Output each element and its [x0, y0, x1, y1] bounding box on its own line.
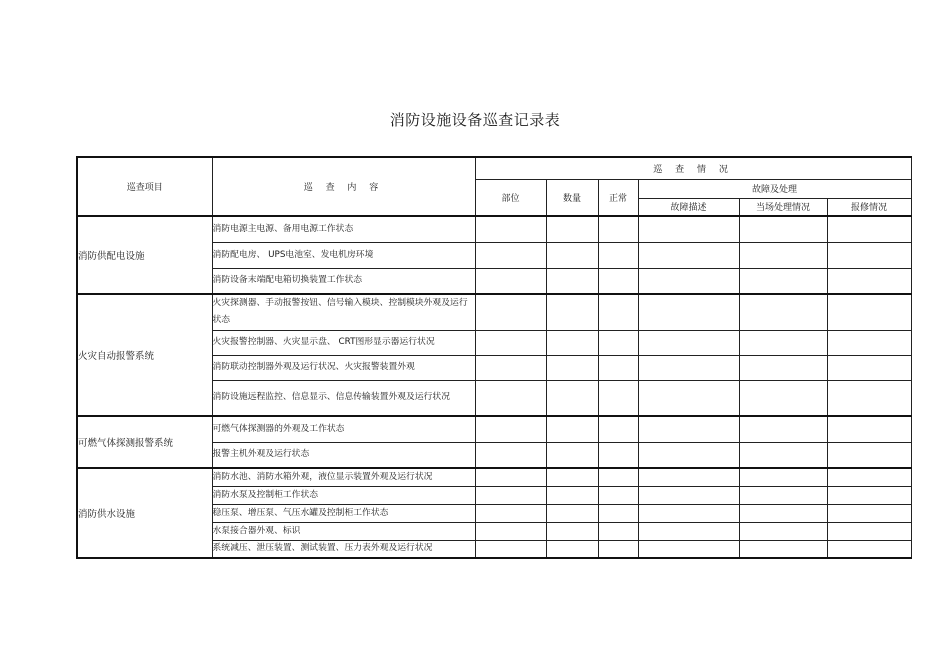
inspection-item-text: 消防联动控制器外观及运行状况、火灾报警装置外观 — [212, 355, 475, 380]
inspection-item-text: 消防水池、消防水箱外观，液位显示装置外观及运行状况 — [212, 468, 475, 486]
onsite-handling-cell[interactable] — [739, 468, 827, 486]
location-cell[interactable] — [475, 242, 546, 268]
normal-cell[interactable] — [598, 294, 638, 330]
normal-cell[interactable] — [598, 268, 638, 294]
header-fault-description: 故障描述 — [638, 198, 739, 216]
onsite-handling-cell[interactable] — [739, 330, 827, 355]
header-inspection-item: 巡查项目 — [77, 157, 212, 216]
fault-description-cell[interactable] — [638, 486, 739, 504]
repair-status-cell[interactable] — [827, 540, 911, 558]
normal-cell[interactable] — [598, 380, 638, 416]
repair-status-cell[interactable] — [827, 486, 911, 504]
onsite-handling-cell[interactable] — [739, 216, 827, 242]
quantity-cell[interactable] — [546, 242, 598, 268]
location-cell[interactable] — [475, 380, 546, 416]
inspection-item-text: 消防设施远程监控、信息显示、信息传输装置外观及运行状况 — [212, 380, 475, 416]
header-quantity: 数量 — [546, 179, 598, 216]
normal-cell[interactable] — [598, 522, 638, 540]
normal-cell[interactable] — [598, 486, 638, 504]
category-cell: 消防供水设施 — [77, 468, 212, 558]
quantity-cell[interactable] — [546, 355, 598, 380]
category-cell: 消防供配电设施 — [77, 216, 212, 294]
repair-status-cell[interactable] — [827, 268, 911, 294]
table-row — [77, 216, 911, 242]
fault-description-cell[interactable] — [638, 355, 739, 380]
fault-description-cell[interactable] — [638, 442, 739, 468]
quantity-cell[interactable] — [546, 268, 598, 294]
onsite-handling-cell[interactable] — [739, 268, 827, 294]
quantity-cell[interactable] — [546, 416, 598, 442]
location-cell[interactable] — [475, 486, 546, 504]
onsite-handling-cell[interactable] — [739, 540, 827, 558]
header-inspection-status: 巡 查 情 况 — [475, 157, 911, 179]
normal-cell[interactable] — [598, 330, 638, 355]
onsite-handling-cell[interactable] — [739, 486, 827, 504]
inspection-item-text: 火灾探测器、手动报警按钮、信号输入模块、控制模块外观及运行状态 — [212, 294, 475, 330]
onsite-handling-cell[interactable] — [739, 504, 827, 522]
fault-description-cell[interactable] — [638, 242, 739, 268]
inspection-item-text: 消防电源主电源、备用电源工作状态 — [212, 216, 475, 242]
inspection-item-text: 可燃气体探测器的外观及工作状态 — [212, 416, 475, 442]
quantity-cell[interactable] — [546, 330, 598, 355]
normal-cell[interactable] — [598, 468, 638, 486]
quantity-cell[interactable] — [546, 486, 598, 504]
fault-description-cell[interactable] — [638, 330, 739, 355]
inspection-item-text: 报警主机外观及运行状态 — [212, 442, 475, 468]
location-cell[interactable] — [475, 268, 546, 294]
category-cell: 火灾自动报警系统 — [77, 294, 212, 416]
onsite-handling-cell[interactable] — [739, 522, 827, 540]
normal-cell[interactable] — [598, 504, 638, 522]
onsite-handling-cell[interactable] — [739, 242, 827, 268]
header-location: 部位 — [475, 179, 546, 216]
repair-status-cell[interactable] — [827, 416, 911, 442]
quantity-cell[interactable] — [546, 216, 598, 242]
repair-status-cell[interactable] — [827, 380, 911, 416]
category-cell: 可燃气体探测报警系统 — [77, 416, 212, 468]
fault-description-cell[interactable] — [638, 468, 739, 486]
location-cell[interactable] — [475, 330, 546, 355]
onsite-handling-cell[interactable] — [739, 355, 827, 380]
location-cell[interactable] — [475, 504, 546, 522]
inspection-item-text: 消防水泵及控制柜工作状态 — [212, 486, 475, 504]
repair-status-cell[interactable] — [827, 330, 911, 355]
fault-description-cell[interactable] — [638, 216, 739, 242]
fault-description-cell[interactable] — [638, 268, 739, 294]
location-cell[interactable] — [475, 416, 546, 442]
quantity-cell[interactable] — [546, 294, 598, 330]
inspection-item-text: 水泵接合器外观、标识 — [212, 522, 475, 540]
normal-cell[interactable] — [598, 216, 638, 242]
header-fault-handling: 故障及处理 — [638, 179, 911, 198]
table-row — [77, 294, 911, 330]
onsite-handling-cell[interactable] — [739, 380, 827, 416]
inspection-item-text: 消防设备末端配电箱切换装置工作状态 — [212, 268, 475, 294]
quantity-cell[interactable] — [546, 468, 598, 486]
onsite-handling-cell[interactable] — [739, 416, 827, 442]
inspection-item-text: 火灾报警控制器、火灾显示盘、 CRT图形显示器运行状况 — [212, 330, 475, 355]
fault-description-cell[interactable] — [638, 416, 739, 442]
fault-description-cell[interactable] — [638, 504, 739, 522]
location-cell[interactable] — [475, 540, 546, 558]
repair-status-cell[interactable] — [827, 442, 911, 468]
fault-description-cell[interactable] — [638, 522, 739, 540]
header-repair-status: 报修情况 — [827, 198, 911, 216]
location-cell[interactable] — [475, 294, 546, 330]
page-title: 消防设施设备巡查记录表 — [389, 111, 561, 129]
quantity-cell[interactable] — [546, 380, 598, 416]
repair-status-cell[interactable] — [827, 504, 911, 522]
normal-cell[interactable] — [598, 355, 638, 380]
location-cell[interactable] — [475, 522, 546, 540]
quantity-cell[interactable] — [546, 442, 598, 468]
header-inspection-content: 巡 查 内 容 — [212, 157, 475, 216]
header-onsite-handling: 当场处理情况 — [739, 198, 827, 216]
inspection-item-text: 消防配电房、 UPS电池室、发电机房环境 — [212, 242, 475, 268]
onsite-handling-cell[interactable] — [739, 442, 827, 468]
inspection-record-table — [76, 156, 912, 559]
inspection-item-text: 稳压泵、增压泵、气压水罐及控制柜工作状态 — [212, 504, 475, 522]
location-cell[interactable] — [475, 468, 546, 486]
quantity-cell[interactable] — [546, 522, 598, 540]
fault-description-cell[interactable] — [638, 380, 739, 416]
quantity-cell[interactable] — [546, 540, 598, 558]
fault-description-cell[interactable] — [638, 540, 739, 558]
location-cell[interactable] — [475, 355, 546, 380]
repair-status-cell[interactable] — [827, 522, 911, 540]
normal-cell[interactable] — [598, 242, 638, 268]
fault-description-cell[interactable] — [638, 294, 739, 330]
table-row — [77, 416, 911, 442]
header-normal: 正常 — [598, 179, 638, 216]
normal-cell[interactable] — [598, 442, 638, 468]
repair-status-cell[interactable] — [827, 468, 911, 486]
repair-status-cell[interactable] — [827, 216, 911, 242]
normal-cell[interactable] — [598, 540, 638, 558]
quantity-cell[interactable] — [546, 504, 598, 522]
repair-status-cell[interactable] — [827, 242, 911, 268]
normal-cell[interactable] — [598, 416, 638, 442]
table-row — [77, 468, 911, 486]
inspection-item-text: 系统减压、泄压装置、测试装置、压力表外观及运行状况 — [212, 540, 475, 558]
onsite-handling-cell[interactable] — [739, 294, 827, 330]
repair-status-cell[interactable] — [827, 355, 911, 380]
location-cell[interactable] — [475, 442, 546, 468]
location-cell[interactable] — [475, 216, 546, 242]
repair-status-cell[interactable] — [827, 294, 911, 330]
